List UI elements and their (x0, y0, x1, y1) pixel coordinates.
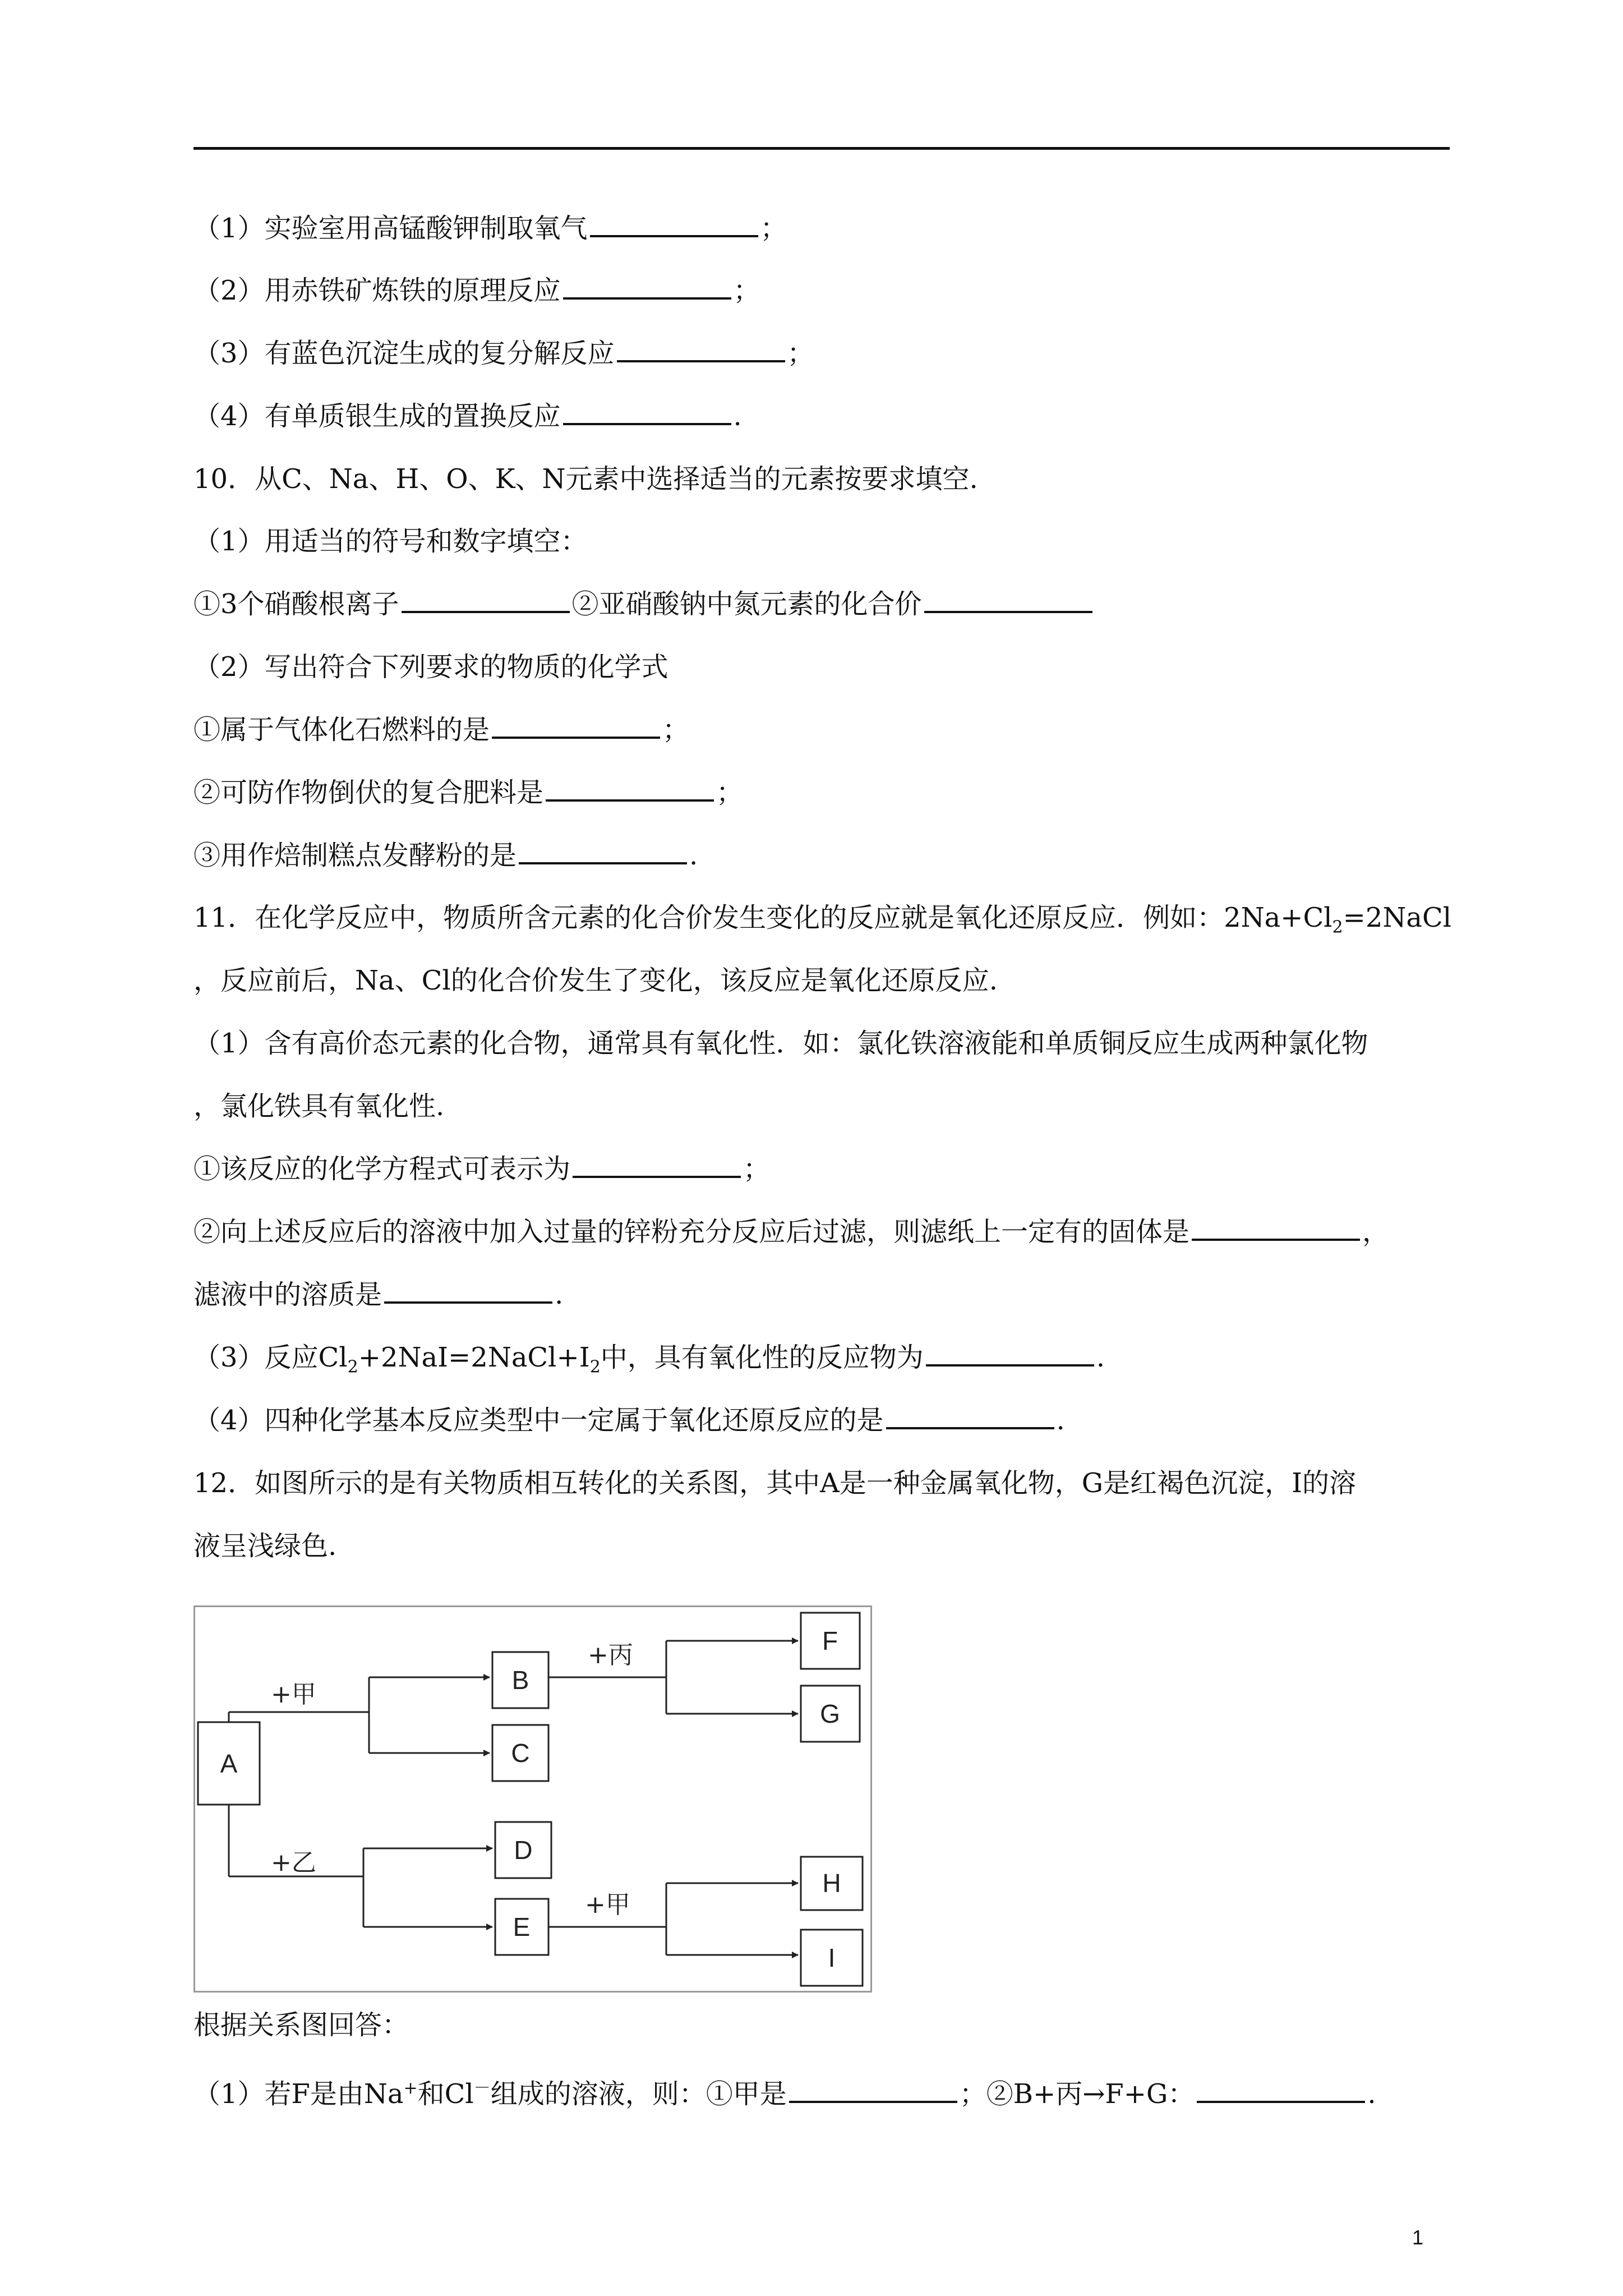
answer-blank[interactable] (789, 2078, 957, 2103)
q11-part3: （3）反应$Cl_2+2NaI=2NaCl+I_2$中，具有氧化性的反应物为 . (193, 1342, 1105, 1377)
box-label-a: A (220, 1749, 238, 1778)
answer-blank[interactable] (563, 401, 731, 425)
edge-label-jia-2: +甲 (585, 1890, 630, 1919)
answer-blank[interactable] (1197, 2078, 1365, 2103)
q10-part2-item3: ③用作焙制糕点发酵粉的是 . (193, 840, 698, 871)
answer-blank[interactable] (546, 777, 714, 802)
q9-part3: （3）有蓝色沉淀生成的复分解反应 ； (193, 338, 814, 369)
q11-part1-text: （1）含有高价态元素的化合物，通常具有氧化性．如：氯化铁溶液能和单质铜反应生成两种氯化物 (193, 1028, 1368, 1059)
answer-blank[interactable] (563, 275, 731, 300)
q9-part2: （2）用赤铁矿炼铁的原理反应 ； (193, 275, 760, 306)
q10-part1-title: （1）用适当的符号和数字填空： (193, 526, 588, 557)
q10-part1-items: ①3个硝酸根离子 ②亚硝酸钠中氮元素的化合价 (193, 587, 1095, 621)
q10-part2-item2: ②可防作物倒伏的复合肥料是 ； (193, 777, 744, 808)
q9-part1: （1）实验室用高锰酸钾制取氧气 ； (193, 213, 787, 244)
q11-part1-item1: ①该反应的化学方程式可表示为 ； (193, 1153, 771, 1185)
q10-part2-title: （2）写出符合下列要求的物质的化学式 (193, 651, 668, 683)
q10-part2-item1: ①属于气体化石燃料的是 ； (193, 714, 690, 746)
q11-part1-item2-cont: 滤液中的溶质是 . (193, 1279, 564, 1310)
box-label-f: F (822, 1626, 838, 1655)
box-label-h: H (822, 1869, 841, 1898)
box-label-e: E (513, 1912, 531, 1941)
q11-part1-item2: ②向上述反应后的溶液中加入过量的锌粉充分反应后过滤，则滤纸上一定有的固体是 ， (193, 1216, 1390, 1248)
answer-blank[interactable] (519, 840, 687, 864)
q9-part4: （4）有单质银生成的置换反应 . (193, 401, 742, 432)
q11-part1-text-cont: ，氯化铁具有氧化性. (193, 1091, 445, 1122)
answer-blank[interactable] (617, 338, 785, 362)
header-rule (193, 147, 1450, 150)
answer-blank[interactable] (926, 1342, 1094, 1366)
edge-label-bing: +丙 (588, 1641, 633, 1669)
page-number: 1 (1412, 2226, 1424, 2249)
box-label-b: B (511, 1665, 529, 1695)
q11-part4: （4）四种化学基本反应类型中一定属于氧化还原反应的是 . (193, 1405, 1065, 1436)
answer-blank[interactable] (402, 588, 570, 613)
edge-label-jia-1: +甲 (271, 1680, 316, 1709)
q11-stem-cont: ，反应前后，Na、Cl的化合价发生了变化，该反应是氧化还原反应. (193, 965, 998, 996)
answer-blank[interactable] (1192, 1216, 1360, 1241)
box-label-c: C (511, 1738, 530, 1768)
answer-blank[interactable] (590, 213, 758, 237)
q11-stem: 11．在化学反应中，物质所含元素的化合价发生变化的反应就是氧化还原反应．例如：$2Na+Cl_2=2NaCl$ (193, 902, 1452, 937)
box-label-g: G (820, 1699, 840, 1728)
answer-blank[interactable] (492, 714, 660, 739)
answer-blank[interactable] (886, 1405, 1054, 1429)
reaction-diagram (193, 1605, 872, 1993)
edge-label-yi: +乙 (271, 1848, 316, 1877)
box-label-i: I (828, 1943, 836, 1972)
q10-stem: 10．从C、Na、H、O、K、N元素中选择适当的元素按要求填空. (193, 463, 978, 495)
q12-part1: （1）若F是由Na+和Cl－组成的溶液，则：①甲是 ；②B+丙→F+G： . (193, 2078, 1376, 2110)
answer-blank[interactable] (384, 1279, 552, 1304)
answer-blank[interactable] (573, 1153, 741, 1178)
q12-stem-cont: 液呈浅绿色. (193, 1530, 337, 1562)
answer-blank[interactable] (924, 588, 1092, 613)
box-label-d: D (514, 1835, 533, 1865)
q12-instruction: 根据关系图回答： (193, 2009, 409, 2041)
q12-stem: 12．如图所示的是有关物质相互转化的关系图，其中A是一种金属氧化物，G是红褐色沉淀，I的溶 (193, 1467, 1357, 1499)
